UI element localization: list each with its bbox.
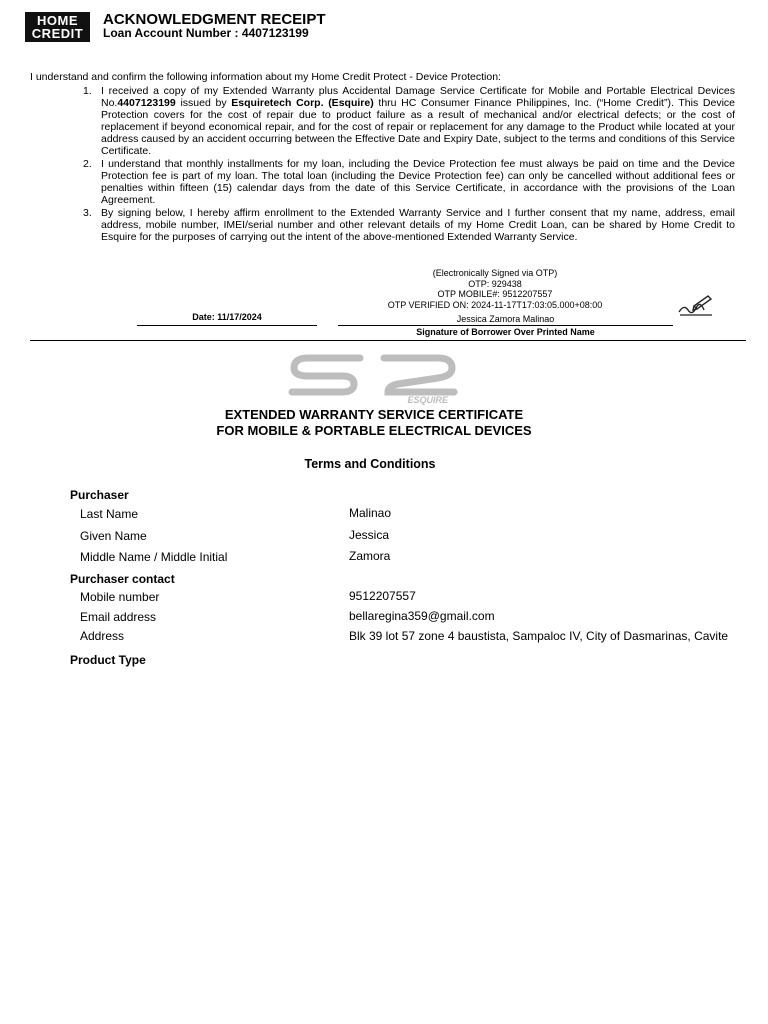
last-name-value: Malinao <box>349 506 392 520</box>
middle-name-label: Middle Name / Middle Initial <box>80 550 228 564</box>
ack-item-1 <box>80 85 735 157</box>
certificate-number: 4407123199 <box>117 97 176 109</box>
loan-account-value: 4407123199 <box>241 26 309 40</box>
mobile-number-label: Mobile number <box>80 590 160 604</box>
pen-signature-icon <box>676 292 716 318</box>
signer-name: Jessica Zamora Malinao <box>456 314 555 324</box>
email-label: Email address <box>80 610 157 624</box>
home-credit-logo <box>25 12 90 42</box>
issuer-name: Esquiretech Corp. (Esquire) <box>231 97 374 109</box>
signature-underline <box>338 325 673 326</box>
mobile-number-value: 9512207557 <box>349 589 416 603</box>
certificate-title-line-2: FOR MOBILE & PORTABLE ELECTRICAL DEVICES <box>216 423 532 438</box>
purchaser-section-title: Purchaser <box>70 488 129 502</box>
otp-code: OTP: 929438 <box>468 278 522 289</box>
contact-section-title: Purchaser contact <box>70 572 175 586</box>
loan-account-number <box>103 26 309 40</box>
address-label: Address <box>80 629 125 643</box>
section-divider <box>30 340 746 341</box>
address-value: Blk 39 lot 57 zone 4 baustista, Sampaloc IV, City of Dasmarinas, Cavite <box>349 629 729 643</box>
otp-mobile: OTP MOBILE#: 9512207557 <box>437 289 553 299</box>
esquire-logo <box>288 350 458 406</box>
date-underline <box>137 325 317 326</box>
ack-item-text-part: thru HC Consumer Finance Philippines, Inc. (“Home Credit”). This Device Protection covers for the cost of repair due to product failure as a result of mechanical and/or electrical defects; or the cost of replacement if beyond economical repair, and for the cost of repair or replacement for any damage to the Product while located at your address caused by an accident occurring between the Effective Date and Expiry Date, subject to the terms and conditions of this Service Certificate. <box>101 97 735 157</box>
ack-item-number: 3. <box>83 207 92 219</box>
given-name-value: Jessica <box>349 528 390 542</box>
ack-item-text: By signing below, I hereby affirm enrollment to the Extended Warranty Service and I further consent that my name, address, email address, mobile number, IMEI/serial number and other relevant details of my Home Credit Loan, can be shared by Home Credit to Esquire for the purposes of carrying out the intent of the above-mentioned Extended Warranty Service. <box>101 207 735 243</box>
ack-item-2 <box>80 158 735 206</box>
certificate-title-line-1: EXTENDED WARRANTY SERVICE CERTIFICATE <box>224 407 524 422</box>
otp-verified-on: OTP VERIFIED ON: 2024-11-17T17:03:05.000+08:00 <box>387 299 603 310</box>
certificate-title <box>0 407 748 439</box>
ack-intro: I understand and confirm the following information about my Home Credit Protect - Device Protection: <box>30 71 501 83</box>
email-value: bellaregina359@gmail.com <box>349 609 495 623</box>
ack-item-3 <box>80 207 735 243</box>
otp-signed-note: (Electronically Signed via OTP) <box>432 268 558 278</box>
ack-item-number: 1. <box>83 85 92 97</box>
otp-block <box>340 268 650 310</box>
esquire-logo-text: ESQUIRE <box>407 395 448 405</box>
loan-account-label: Loan Account Number : <box>103 26 242 40</box>
last-name-label: Last Name <box>80 507 139 521</box>
signature-label: Signature of Borrower Over Printed Name <box>416 327 595 337</box>
product-type-section-title: Product Type <box>70 653 146 667</box>
logo-line-2: CREDIT <box>31 26 84 41</box>
given-name-label: Given Name <box>80 529 147 543</box>
logo-line-1: HOME <box>37 13 78 28</box>
ack-item-text: I understand that monthly installments for my loan, including the Device Protection fee must always be paid on time and the Device Protection fee is part of my loan. The total loan (including the Device Protection fee) can only be cancelled without additional fees or penalties within fifteen (15) calendar days from the date of this Service Certificate, in accordance with the provisions of the Loan Agreement. <box>101 158 735 206</box>
page-title: ACKNOWLEDGMENT RECEIPT <box>103 11 326 28</box>
ack-list <box>80 85 735 244</box>
middle-name-value: Zamora <box>349 549 391 563</box>
signature-date: Date: 11/17/2024 <box>192 312 262 322</box>
ack-item-number: 2. <box>83 158 92 170</box>
ack-item-text-part: I received a copy of my Extended Warranty plus Accidental Damage Service Certificate for Mobile and Portable Electrical Devices No. <box>101 85 735 109</box>
ack-item-text <box>101 85 735 157</box>
ack-item-text-part: issued by <box>175 97 232 109</box>
terms-title: Terms and Conditions <box>304 457 436 471</box>
